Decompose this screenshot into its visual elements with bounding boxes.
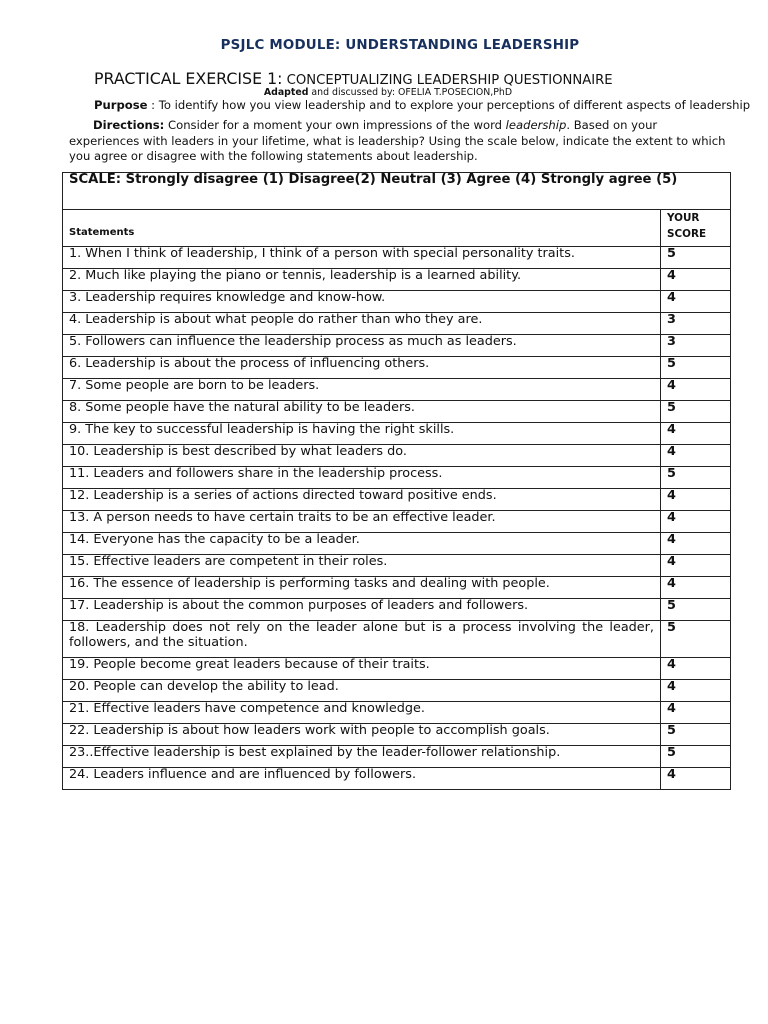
statement-cell: 24. Leaders influence and are influenced by followers. bbox=[63, 768, 661, 790]
table-row bbox=[63, 313, 731, 335]
statement-cell: 21. Effective leaders have competence and knowledge. bbox=[63, 702, 661, 724]
score-cell: 5 bbox=[661, 357, 731, 379]
table-row bbox=[63, 768, 731, 790]
table-row bbox=[63, 357, 731, 379]
score-cell: 4 bbox=[661, 379, 731, 401]
statement-cell: 8. Some people have the natural ability to be leaders. bbox=[63, 401, 661, 423]
exercise-separator: : bbox=[277, 69, 283, 88]
statement-cell: 18. Leadership does not rely on the leader alone but is a process involving the leader, followers, and the situation. bbox=[63, 621, 661, 658]
score-cell: 5 bbox=[661, 599, 731, 621]
statement-cell: 15. Effective leaders are competent in their roles. bbox=[63, 555, 661, 577]
table-row bbox=[63, 423, 731, 445]
score-cell: 4 bbox=[661, 533, 731, 555]
statement-cell: 10. Leadership is best described by what leaders do. bbox=[63, 445, 661, 467]
table-row bbox=[63, 555, 731, 577]
table-row bbox=[63, 269, 731, 291]
table-row bbox=[63, 680, 731, 702]
purpose-label: Purpose bbox=[94, 98, 148, 112]
score-cell: 3 bbox=[661, 313, 731, 335]
header-score-line2: SCORE bbox=[667, 228, 707, 240]
score-cell: 4 bbox=[661, 269, 731, 291]
score-cell: 4 bbox=[661, 658, 731, 680]
directions-text-after: . Based on your experiences with leaders in your lifetime, what is leadership? Using the scale below, indicate the extent to which you agree or disagree with the following statements about leadership. bbox=[69, 118, 726, 163]
scale-row bbox=[63, 173, 731, 210]
table-row bbox=[63, 489, 731, 511]
statement-cell: 7. Some people are born to be leaders. bbox=[63, 379, 661, 401]
table-row bbox=[63, 511, 731, 533]
header-score-line1: YOUR bbox=[667, 212, 700, 224]
statement-cell: 5. Followers can influence the leadership process as much as leaders. bbox=[63, 335, 661, 357]
adapted-label: Adapted bbox=[263, 87, 309, 98]
questionnaire-table bbox=[62, 172, 731, 790]
score-cell: 4 bbox=[661, 445, 731, 467]
score-cell: 3 bbox=[661, 335, 731, 357]
statement-cell: 9. The key to successful leadership is having the right skills. bbox=[63, 423, 661, 445]
directions-label: Directions: bbox=[93, 118, 165, 132]
table-row bbox=[63, 291, 731, 313]
statement-cell: 22. Leadership is about how leaders work with people to accomplish goals. bbox=[63, 724, 661, 746]
score-cell: 4 bbox=[661, 680, 731, 702]
table-row bbox=[63, 621, 731, 658]
table-row bbox=[63, 746, 731, 768]
table-row bbox=[63, 658, 731, 680]
score-cell: 4 bbox=[661, 577, 731, 599]
exercise-subtitle: CONCEPTUALIZING LEADERSHIP QUESTIONNAIRE bbox=[282, 73, 613, 88]
statement-cell: 2. Much like playing the piano or tennis, leadership is a learned ability. bbox=[63, 269, 661, 291]
purpose-text: : To identify how you view leadership and to explore your perceptions of different aspects of leadership bbox=[147, 98, 751, 112]
table-row bbox=[63, 445, 731, 467]
score-cell: 5 bbox=[661, 247, 731, 269]
table-row bbox=[63, 247, 731, 269]
statement-cell: 6. Leadership is about the process of influencing others. bbox=[63, 357, 661, 379]
statement-cell: 23..Effective leadership is best explained by the leader-follower relationship. bbox=[63, 746, 661, 768]
score-cell: 5 bbox=[661, 724, 731, 746]
statement-cell: 11. Leaders and followers share in the leadership process. bbox=[63, 467, 661, 489]
statement-cell: 14. Everyone has the capacity to be a leader. bbox=[63, 533, 661, 555]
score-cell: 5 bbox=[661, 746, 731, 768]
header-your-score bbox=[661, 210, 731, 247]
statement-cell: 3. Leadership requires knowledge and know-how. bbox=[63, 291, 661, 313]
exercise-heading bbox=[94, 69, 613, 88]
score-cell: 4 bbox=[661, 768, 731, 790]
statement-cell: 12. Leadership is a series of actions directed toward positive ends. bbox=[63, 489, 661, 511]
statement-cell: 19. People become great leaders because of their traits. bbox=[63, 658, 661, 680]
statement-cell: 20. People can develop the ability to lead. bbox=[63, 680, 661, 702]
statement-cell: 13. A person needs to have certain traits to be an effective leader. bbox=[63, 511, 661, 533]
statement-cell: 17. Leadership is about the common purposes of leaders and followers. bbox=[63, 599, 661, 621]
directions-text-before: Consider for a moment your own impressions of the word bbox=[164, 118, 506, 132]
statement-cell: 4. Leadership is about what people do rather than who they are. bbox=[63, 313, 661, 335]
score-cell: 5 bbox=[661, 401, 731, 423]
score-cell: 5 bbox=[661, 467, 731, 489]
directions-emphasis: leadership bbox=[505, 118, 567, 132]
table-row bbox=[63, 401, 731, 423]
table-row bbox=[63, 702, 731, 724]
table-row bbox=[63, 379, 731, 401]
module-title: PSJLC MODULE: UNDERSTANDING LEADERSHIP bbox=[220, 38, 580, 53]
adapted-by-line bbox=[0, 87, 768, 98]
adapted-author: and discussed by: OFELIA T.POSECION,PhD bbox=[308, 87, 513, 98]
header-statements: Statements bbox=[63, 210, 661, 247]
score-cell: 4 bbox=[661, 291, 731, 313]
scale-text: SCALE: Strongly disagree (1) Disagree(2) Neutral (3) Agree (4) Strongly agree (5) bbox=[63, 173, 731, 210]
score-cell: 5 bbox=[661, 621, 731, 658]
directions-paragraph bbox=[69, 118, 731, 165]
purpose-line bbox=[94, 98, 750, 112]
score-cell: 4 bbox=[661, 511, 731, 533]
score-cell: 4 bbox=[661, 702, 731, 724]
table-row bbox=[63, 467, 731, 489]
score-cell: 4 bbox=[661, 423, 731, 445]
statement-cell: 16. The essence of leadership is performing tasks and dealing with people. bbox=[63, 577, 661, 599]
table-row bbox=[63, 335, 731, 357]
table-row bbox=[63, 724, 731, 746]
score-cell: 4 bbox=[661, 555, 731, 577]
score-cell: 4 bbox=[661, 489, 731, 511]
table-row bbox=[63, 533, 731, 555]
exercise-label: PRACTICAL EXERCISE 1 bbox=[94, 69, 278, 88]
statement-cell: 1. When I think of leadership, I think of a person with special personality traits. bbox=[63, 247, 661, 269]
header-row bbox=[63, 210, 731, 247]
table-row bbox=[63, 599, 731, 621]
table-row bbox=[63, 577, 731, 599]
